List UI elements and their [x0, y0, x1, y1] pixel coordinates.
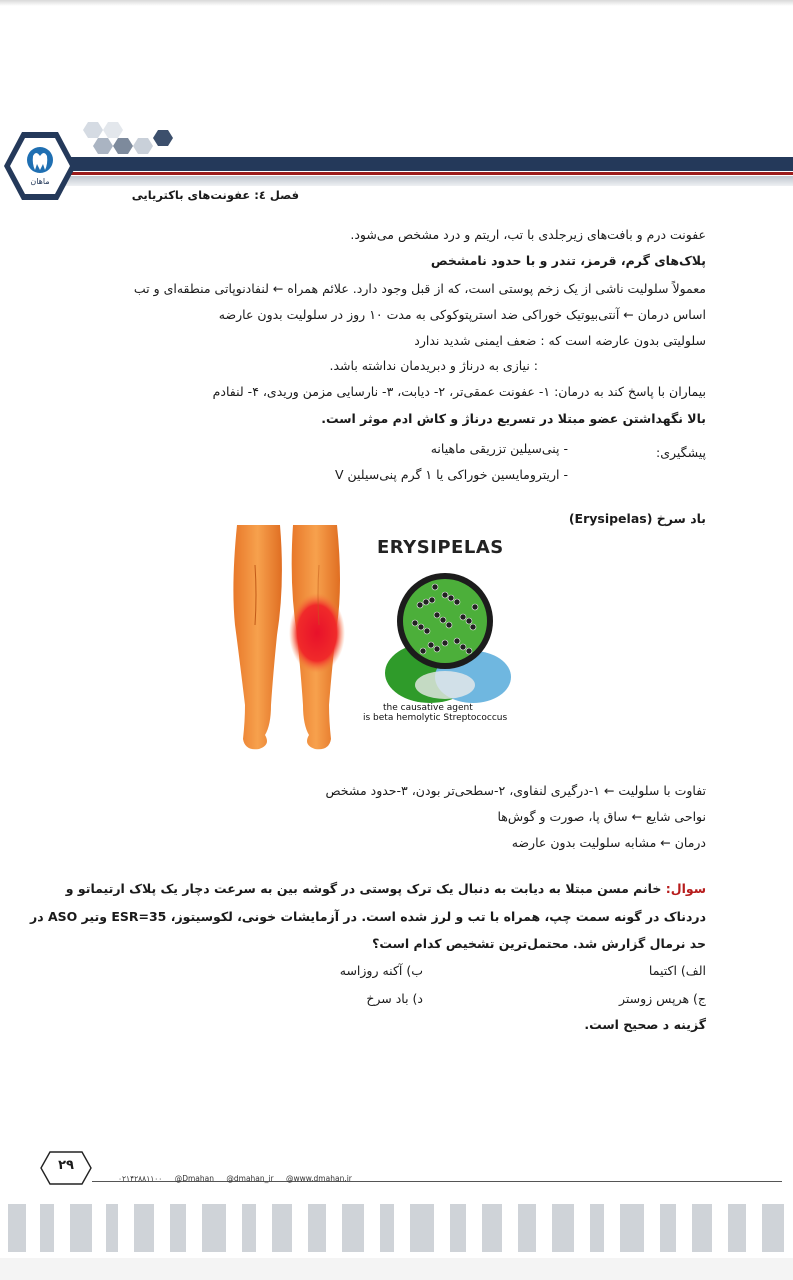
- footer-instagram: @dmahan_ir: [226, 1174, 274, 1183]
- section-title: باد سرخ (Erysipelas): [568, 511, 706, 526]
- diff-line-2: نواحی شایع ← ساق پا، صورت و گوش‌ها: [497, 809, 706, 824]
- option-d: د) باد سرخ: [366, 991, 423, 1006]
- question-text-1: خانم مسن مبتلا به دیابت به دنبال یک ترک پوستی در گوشه بین به سرعت دچار یک پلاک ارتیماتو و: [65, 881, 662, 896]
- publisher-logo: [2, 128, 78, 204]
- body-line-3: معمولاً سلولیت ناشی از یک زخم پوستی است، که از قبل وجود دارد. علائم همراه ← لنفادنوپاتی منطقه‌ای و تب: [133, 281, 706, 296]
- question-label: سوال:: [665, 881, 706, 896]
- option-a: الف) اکتیما: [648, 963, 706, 978]
- footer-website: @www.dmahan.ir: [285, 1174, 352, 1183]
- body-line-5: سلولیتی بدون عارضه است که : ضعف ایمنی شدید ندارد: [414, 333, 706, 348]
- chapter-title: فصل ٤: عفونت‌های باکتریایی: [131, 188, 299, 202]
- diff-line-1: تفاوت با سلولیت ← ۱-درگیری لنفاوی، ۲-سطحی‌تر بودن، ۳-حدود مشخص: [325, 783, 706, 798]
- header-hexagon-decoration: [74, 120, 184, 160]
- answer-line: گزینه د صحیح است.: [584, 1017, 706, 1032]
- question-line-1: [66, 880, 706, 898]
- footer-contacts: [118, 1174, 362, 1183]
- page-top-shadow: [0, 0, 793, 6]
- page-number: ۲۹: [58, 1158, 74, 1173]
- header-red-stripe: [60, 172, 793, 175]
- body-line-8: بالا نگهداشتن عضو مبتلا در تسریع درناژ و کاش ادم موثر است.: [321, 411, 706, 426]
- prevention-item-1: - پنی‌سیلین تزریقی ماهیانه: [430, 441, 568, 456]
- body-line-6: : نیازی به درناژ و دبریدمان نداشته باشد.: [329, 358, 538, 373]
- bottom-strip: [0, 1258, 793, 1280]
- footer-telegram: @Dmahan: [174, 1174, 214, 1183]
- question-line-3: حد نرمال گزارش شد. محتمل‌ترین تشخیص کدام است؟: [372, 936, 706, 951]
- option-b: ب) آکنه روزاسه: [339, 963, 423, 978]
- diff-line-3: درمان ← مشابه سلولیت بدون عارضه: [511, 835, 706, 850]
- bacteria-illustration: [375, 565, 515, 705]
- body-line-7: بیماران با پاسخ کند به درمان: ۱- عفونت عمقی‌تر، ۲- دیابت، ۳- نارسایی مزمن وریدی، ۴- لنفادم: [212, 384, 706, 399]
- header-grey-band: [60, 176, 793, 186]
- erysipelas-figure: [225, 525, 555, 760]
- legs-illustration: [225, 525, 355, 755]
- option-c: ج) هرپس زوستر: [618, 991, 706, 1006]
- header-bar: [60, 157, 793, 171]
- logo-text: ماهان: [30, 177, 50, 186]
- prevention-item-2: - اریترومایسین خوراکی یا ۱ گرم پنی‌سیلین V: [334, 467, 568, 482]
- prevention-label: پیشگیری:: [656, 445, 706, 460]
- figure-caption-line-1: the causative agent: [383, 703, 473, 713]
- figure-title: ERYSIPELAS: [377, 537, 504, 558]
- question-line-2: دردناک در گونه سمت چپ، همراه با تب و لرز شده است. در آزمایشات خونی، لکوسیتوز، ESR=35 وتیر ASO در: [30, 909, 706, 924]
- body-line-1: عفونت درم و بافت‌های زیرجلدی با تب، اریتم و درد مشخص می‌شود.: [350, 227, 706, 242]
- footer-decorative-pattern: [0, 1196, 793, 1258]
- body-line-2: پلاک‌های گرم، قرمز، تندر و با حدود نامشخص: [430, 253, 706, 268]
- figure-caption-line-2: is beta hemolytic Streptococcus: [363, 713, 508, 723]
- footer-phone: ۰۲۱۴۲۸۸۱۱۰۰: [118, 1174, 163, 1183]
- body-line-4: اساس درمان ← آنتی‌بیوتیک خوراکی ضد استرپتوکوکی به مدت ۱۰ روز در سلولیت بدون عارضه: [218, 307, 706, 322]
